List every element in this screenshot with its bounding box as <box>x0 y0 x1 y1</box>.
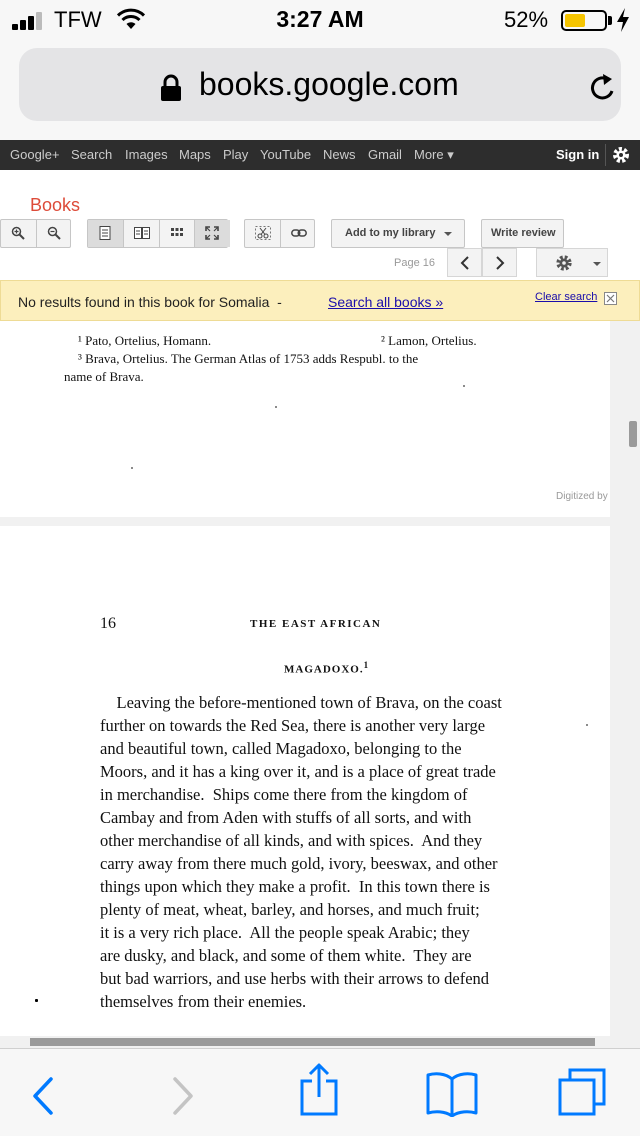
text-line: it is a very rich place. All the people speak Arabic; they <box>100 923 470 942</box>
view-mode-toolbar <box>87 219 228 248</box>
chevron-down-icon <box>444 232 452 236</box>
zoom-out-button[interactable] <box>37 220 72 247</box>
page-label: Page 16 <box>394 257 435 269</box>
two-page-button[interactable] <box>124 220 159 247</box>
text-line: further on towards the Red Sea, there is another very large <box>100 716 486 735</box>
search-all-books-link[interactable]: Search all books » <box>328 294 444 310</box>
gbar-item-googleplus[interactable]: Google+ <box>10 147 60 162</box>
clear-search-link[interactable]: Clear search <box>535 291 598 303</box>
text-line: in merchandise. Ships come there from the kingdom of <box>100 785 468 804</box>
carrier-name: TFW <box>54 7 102 32</box>
battery-percent: 52% <box>504 7 549 32</box>
write-review-button[interactable] <box>481 219 564 248</box>
zoom-in-button[interactable] <box>1 220 36 247</box>
address-bar[interactable] <box>19 48 621 121</box>
text-line: things upon which they make a profit. In this town there is <box>100 877 490 896</box>
address-area <box>0 40 640 140</box>
zoom-out-icon <box>47 226 61 240</box>
text-line: Moors, and it has a king over it, and is a place of great trade <box>100 762 496 781</box>
write-review-label: Write review <box>491 227 556 239</box>
gbar-item-images[interactable]: Images <box>125 147 168 162</box>
single-page-button[interactable] <box>88 220 123 247</box>
add-to-library-button[interactable] <box>331 219 465 248</box>
notice-message: No results found in this book for Somalia - <box>18 294 282 310</box>
gbar-item-news[interactable]: News <box>323 147 356 162</box>
close-icon[interactable] <box>604 292 617 305</box>
zoom-toolbar <box>0 219 71 248</box>
gbar-item-more[interactable]: More ▾ <box>414 147 454 162</box>
gbar-item-maps[interactable]: Maps <box>179 147 211 162</box>
footnote: ³ Brava, Ortelius. The German Atlas of 1753 adds Respubl. to the <box>78 351 419 366</box>
sign-in-link[interactable]: Sign in <box>556 147 600 162</box>
reload-icon[interactable] <box>587 72 619 104</box>
footnote: name of Brava. <box>64 369 144 384</box>
text-line: and beautiful town, called Magadoxo, belonging to the <box>100 739 462 758</box>
browser-toolbar <box>0 1048 640 1136</box>
chevron-left-icon[interactable] <box>32 1077 54 1115</box>
gbar-item-search[interactable]: Search <box>71 147 113 162</box>
scissors-icon <box>255 226 271 240</box>
fullscreen-icon <box>205 226 219 240</box>
share-icon[interactable] <box>299 1063 339 1117</box>
text-line: Leaving the before-mentioned town of Brava, on the coast <box>100 693 502 712</box>
link-icon <box>291 226 307 240</box>
zoom-in-icon <box>11 226 25 240</box>
status-bar <box>0 0 640 40</box>
books-title[interactable]: Books <box>30 195 81 215</box>
footnote: ¹ Pato, Ortelius, Homann. <box>78 333 212 348</box>
gbar-item-play[interactable]: Play <box>223 147 249 162</box>
running-head: THE EAST AFRICAN <box>250 618 382 630</box>
text-line: plenty of meat, wheat, barley, and horses, and much fruit; <box>100 900 480 919</box>
text-line: Cambay and from Aden with stuffs of all sorts, and with <box>100 808 472 827</box>
thumbnail-grid-icon <box>170 226 184 240</box>
digitized-by-label: Digitized by <box>556 491 608 502</box>
previous-page-button[interactable] <box>447 248 482 277</box>
footnote: ² Lamon, Ortelius. <box>381 333 477 348</box>
tabs-icon[interactable] <box>557 1067 607 1117</box>
heading-footnote-marker: 1 <box>363 660 369 670</box>
clip-toolbar <box>244 219 315 248</box>
chevron-right-icon[interactable] <box>172 1077 194 1115</box>
google-bar <box>0 140 640 170</box>
single-page-icon <box>98 226 112 240</box>
chevron-right-icon <box>494 256 506 270</box>
clip-button[interactable] <box>245 220 280 247</box>
gbar-divider <box>605 144 606 166</box>
horizontal-scrollbar[interactable] <box>30 1038 595 1046</box>
book-page <box>0 526 610 1036</box>
text-line: but bad warriors, and use herbs with their arrows to defend <box>100 969 490 988</box>
fullscreen-button[interactable] <box>195 220 230 247</box>
book-viewer[interactable] <box>0 321 640 1048</box>
two-page-icon <box>134 226 150 240</box>
gear-icon <box>555 254 573 272</box>
previous-page <box>0 321 610 517</box>
charging-bolt-icon <box>616 8 630 32</box>
thumbnails-button[interactable] <box>160 220 195 247</box>
lock-icon <box>160 74 182 102</box>
gbar-item-youtube[interactable]: YouTube <box>260 147 312 162</box>
next-page-button[interactable] <box>482 248 517 277</box>
battery-tip <box>608 16 612 25</box>
book-icon[interactable] <box>425 1071 479 1117</box>
chevron-left-icon <box>459 256 471 270</box>
text-line: other merchandise of all kinds, and with spices. And they <box>100 831 483 850</box>
battery-level <box>565 14 585 27</box>
text-line: carry away from there much gold, ivory, beeswax, and other <box>100 854 498 873</box>
url-text[interactable]: books.google.com <box>199 66 459 102</box>
search-notice <box>0 280 640 321</box>
gbar-item-gmail[interactable]: Gmail <box>368 147 402 162</box>
chapter-heading: MAGADOXO.$^1$ <box>284 660 369 676</box>
gear-icon[interactable] <box>611 145 631 165</box>
vertical-scrollbar[interactable] <box>629 421 637 447</box>
text-line: are dusky, and black, and some of them white. They are <box>100 946 472 965</box>
battery-icon <box>561 10 607 31</box>
settings-menu-button[interactable] <box>536 248 608 277</box>
clock: 3:27 AM <box>276 6 364 32</box>
page-number: 16 <box>100 615 116 632</box>
add-to-library-label: Add to my library <box>345 227 436 239</box>
text-line: themselves from their enemies. <box>100 992 307 1011</box>
link-button[interactable] <box>281 220 316 247</box>
chevron-down-icon <box>593 262 601 266</box>
